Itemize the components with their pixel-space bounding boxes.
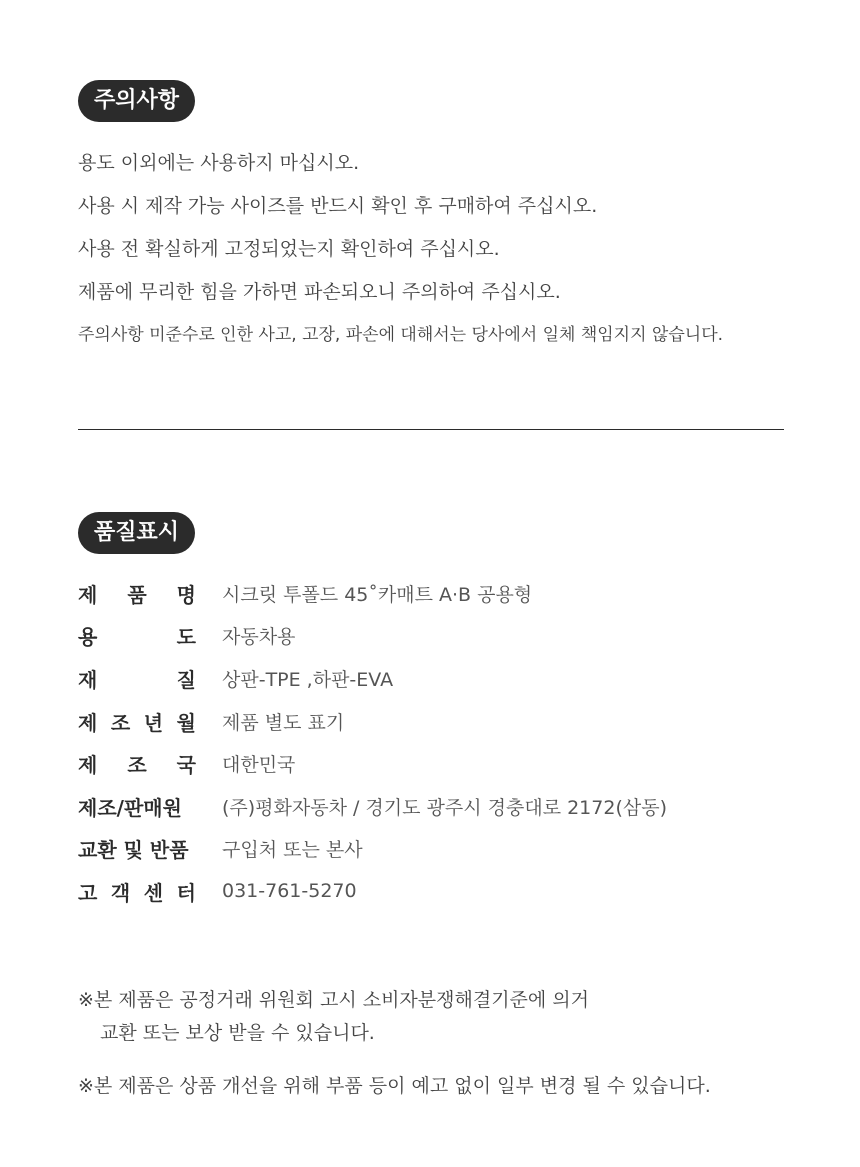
spec-label-char: 명 [176, 582, 196, 607]
spec-value: 제품 별도 표기 [222, 711, 345, 734]
spec-label [78, 664, 196, 693]
spec-row [78, 657, 798, 700]
spec-value: 시크릿 투폴드 45˚카매트 A·B 공용형 [222, 583, 533, 606]
spec-label-char: 객 [110, 880, 131, 905]
spec-label-char: 월 [176, 710, 196, 735]
spec-value: (주)평화자동차 / 경기도 광주시 경충대로 2172(삼동) [222, 796, 667, 819]
caution-line: 사용 전 확실하게 고정되었는지 확인하여 주십시오. [78, 238, 500, 260]
spec-value: 상판-TPE ,하판-EVA [222, 668, 394, 691]
note-change: ※본 제품은 상품 개선을 위해 부품 등이 예고 없이 일부 변경 될 수 있습니다. [78, 1075, 711, 1097]
spec-label-char: 센 [143, 880, 164, 905]
spec-label-char: 조 [127, 753, 147, 778]
notes [78, 984, 798, 1103]
spec-label [78, 621, 196, 650]
note-exchange-line1: ※본 제품은 공정거래 위원회 고시 소비자분쟁해결기준에 의거 [78, 989, 590, 1011]
caution-line: 제품에 무리한 힘을 가하면 파손되오니 주의하여 주십시오. [78, 281, 561, 303]
caution-line: 사용 시 제작 가능 사이즈를 반드시 확인 후 구매하여 주십시오. [78, 195, 598, 217]
quality-spec-table [78, 572, 798, 913]
spec-label-char: 제 [78, 753, 98, 778]
spec-label [78, 707, 196, 736]
section-divider [78, 429, 784, 430]
spec-label-char: 제조/판매원 [78, 795, 182, 820]
caution-section-title: 주의사항 [78, 80, 195, 122]
spec-row [78, 742, 798, 785]
note-exchange-line2: 교환 또는 보상 받을 수 있습니다. [100, 1022, 375, 1044]
spec-row [78, 615, 798, 658]
spec-label-char: 용 [78, 625, 98, 650]
quality-section-title: 품질표시 [78, 512, 195, 554]
spec-label-char: 도 [176, 625, 196, 650]
spec-value: 대한민국 [222, 754, 296, 777]
spec-label-char: 제 [78, 710, 98, 735]
spec-label-char: 교환 및 반품 [78, 838, 189, 863]
spec-row [78, 870, 798, 913]
spec-row [78, 828, 798, 871]
spec-value: 자동차용 [222, 626, 296, 649]
spec-row [78, 785, 798, 828]
spec-label-char: 제 [78, 582, 98, 607]
spec-label [78, 877, 196, 906]
spec-label [78, 749, 196, 778]
spec-label-char: 품 [127, 582, 147, 607]
spec-label-char: 국 [176, 753, 196, 778]
spec-value: 구입처 또는 본사 [222, 839, 363, 862]
spec-value: 031-761-5270 [222, 880, 357, 903]
caution-line: 주의사항 미준수로 인한 사고, 고장, 파손에 대해서는 당사에서 일체 책임지지 않습니다. [78, 325, 724, 345]
spec-row [78, 700, 798, 743]
spec-label-char: 터 [176, 880, 196, 905]
spec-label-char: 고 [78, 880, 98, 905]
spec-label [78, 579, 196, 608]
spec-label [78, 834, 196, 863]
caution-list [78, 146, 798, 361]
spec-label [78, 792, 196, 821]
spec-label-char: 조 [110, 710, 131, 735]
spec-row [78, 572, 798, 615]
caution-line: 용도 이외에는 사용하지 마십시오. [78, 152, 360, 174]
spec-label-char: 재 [78, 667, 98, 692]
spec-label-char: 질 [176, 667, 196, 692]
spec-label-char: 년 [143, 710, 164, 735]
